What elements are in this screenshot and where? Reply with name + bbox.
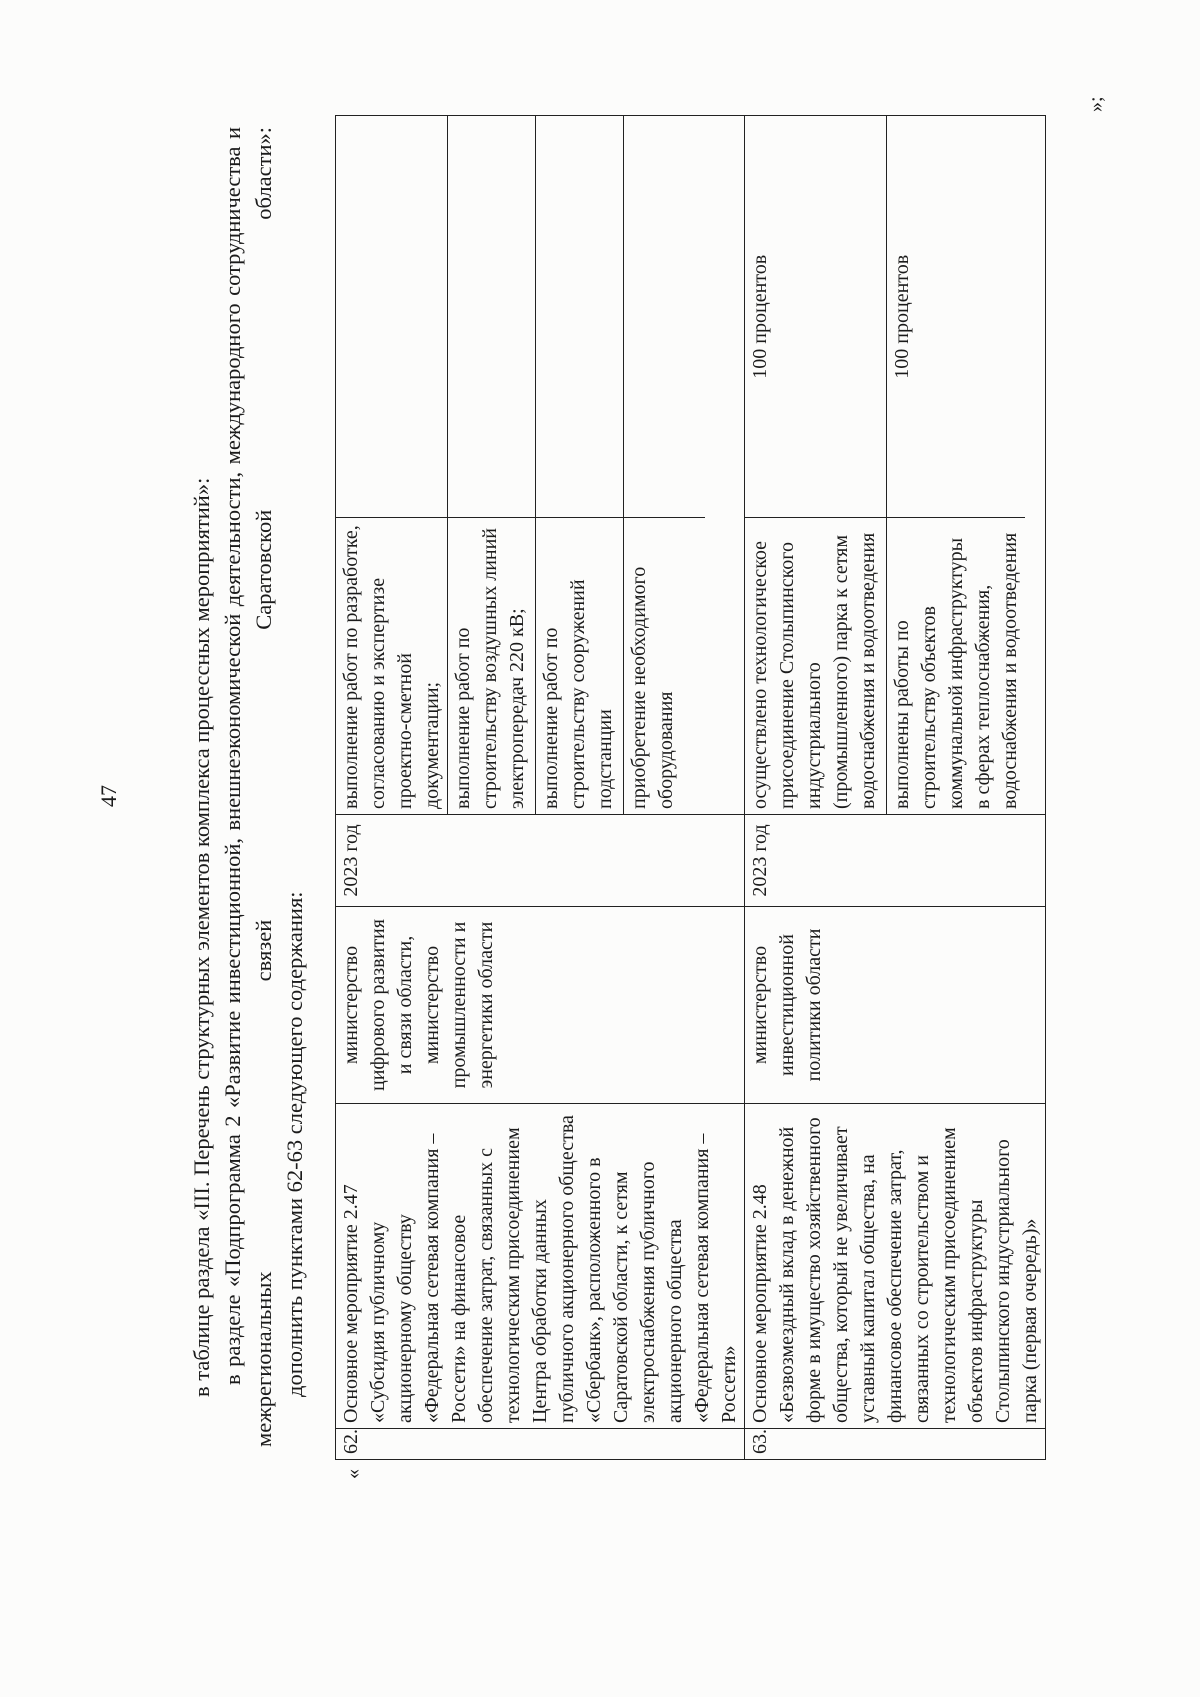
closing-quote: »; bbox=[1085, 96, 1107, 112]
result-text: выполнение работ по строительству сооружений подстанции bbox=[536, 518, 624, 814]
result-value: 100 процентов bbox=[745, 116, 887, 518]
measure-name: Основное мероприятие 2.48 «Безвозмездный вклад в денежной форме в имущество хозяйственного общества, который не увеличивает уставный капитал общества, на финансовое обеспечение затрат, связанных со строительством и технологическим присоединением объектов инфраструктуры Столыпинского индустриального парка (первая очередь)» bbox=[745, 1104, 1046, 1429]
result-value bbox=[336, 116, 448, 518]
result-row bbox=[624, 116, 706, 814]
results-table bbox=[336, 116, 705, 814]
result-value: 100 процентов bbox=[887, 116, 1026, 518]
measure-name: Основное мероприятие 2.47 «Субсидия публичному акционерному обществу «Федеральная сетевая компания – Россети» на финансовое обеспечение затрат, связанных с технологическим присоединением Центра обработки данных публичного акционерного общества «Сбербанк», расположенного в Саратовской области, к сетям электроснабжения публичного акционерного общества «Федеральная сетевая компания – Россети» bbox=[336, 1104, 745, 1429]
row-number: 63. bbox=[745, 1429, 1046, 1460]
intro-paragraph-3: дополнить пунктами 62-63 следующего содержания: bbox=[282, 891, 307, 1397]
result-row bbox=[536, 116, 624, 814]
results-table bbox=[745, 116, 1025, 814]
executor: министерство инвестиционной политики области bbox=[745, 907, 1046, 1104]
result-row bbox=[745, 116, 887, 814]
result-row bbox=[448, 116, 536, 814]
opening-quote: « bbox=[342, 1469, 364, 1479]
term: 2023 год bbox=[336, 815, 745, 907]
result-row bbox=[336, 116, 448, 814]
results-cell bbox=[745, 116, 1046, 815]
term: 2023 год bbox=[745, 815, 1046, 907]
result-text: осуществлено технологическое присоединение Столыпинского индустриального (промышленного) парка к сетям водоснабжения и водоотведения bbox=[745, 518, 887, 814]
intro-text bbox=[186, 127, 310, 1447]
result-value bbox=[624, 116, 706, 518]
intro-paragraph-1: в таблице раздела «III. Перечень структурных элементов комплекса процессных мероприятий»: bbox=[189, 477, 214, 1397]
result-value bbox=[448, 116, 536, 518]
result-text: выполнение работ по разработке, согласованию и экспертизе проектно-сметной документации; bbox=[336, 518, 448, 814]
table-row bbox=[745, 116, 1046, 1460]
row-number: 62. bbox=[336, 1429, 745, 1460]
table-row bbox=[336, 116, 745, 1460]
result-text: приобретение необходимого оборудования bbox=[624, 518, 706, 814]
result-row bbox=[887, 116, 1026, 814]
results-cell bbox=[336, 116, 745, 815]
page-number: 47 bbox=[96, 785, 121, 807]
result-value bbox=[536, 116, 624, 518]
intro-paragraph-2: в разделе «Подпрограмма 2 «Развитие инвестиционной, внешнеэкономической деятельности, международного сотрудничества и межрегиональных связей Саратовской области»: bbox=[220, 127, 276, 1447]
result-text: выполнены работы по строительству объектов коммунальной инфраструктуры в сферах теплоснабжения, водоснабжения и водоотведения bbox=[887, 518, 1026, 814]
measures-table bbox=[335, 115, 1046, 1460]
result-text: выполнение работ по строительству воздушных линий электропередач 220 кВ; bbox=[448, 518, 536, 814]
executor: министерство цифрового развития и связи области, министерство промышленности и энергетики области bbox=[336, 907, 745, 1104]
